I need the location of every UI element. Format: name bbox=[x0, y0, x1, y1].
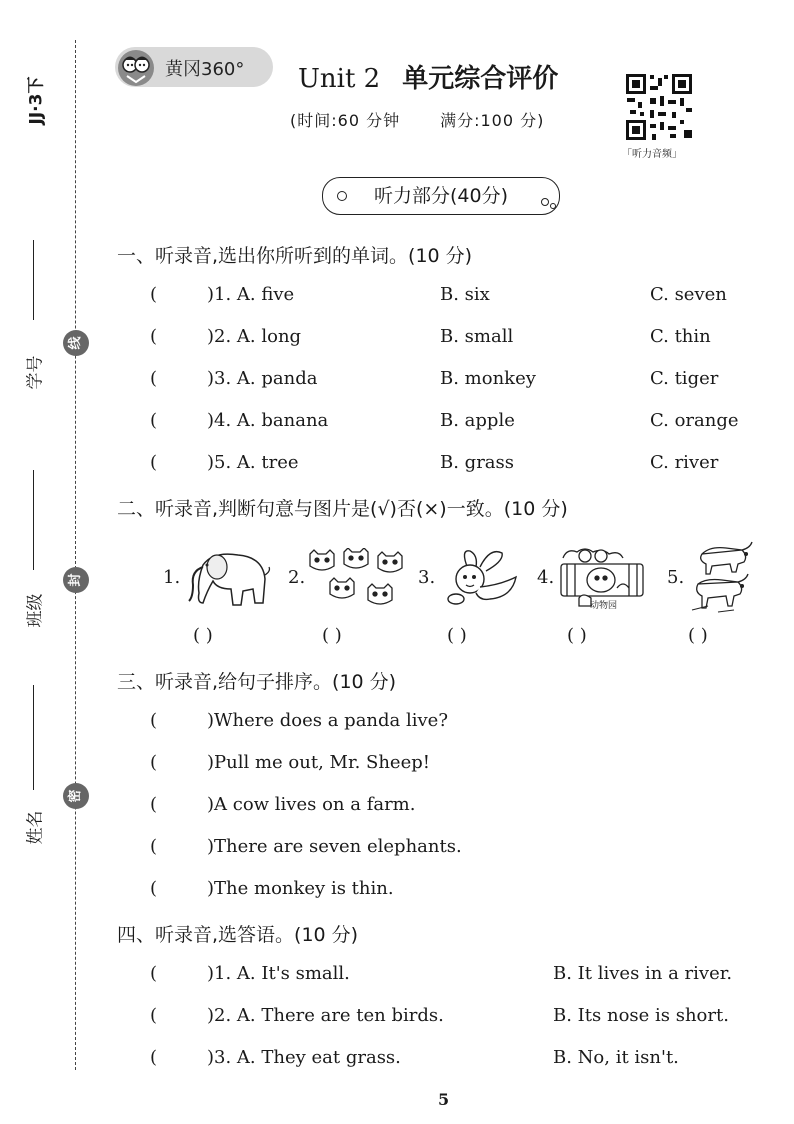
answer-blank[interactable]: ( ) bbox=[447, 625, 467, 646]
answer-blank[interactable]: ( ) bbox=[193, 625, 213, 646]
answer-blank[interactable]: ( bbox=[150, 452, 158, 473]
class-line bbox=[33, 470, 34, 570]
option-b: B. grass bbox=[440, 452, 515, 473]
option-a: )1. A. It's small. bbox=[207, 963, 350, 984]
exam-score: 满分:100 分) bbox=[440, 111, 545, 130]
option-a: )4. A. banana bbox=[207, 410, 329, 431]
answer-blank[interactable]: ( bbox=[150, 794, 158, 815]
exam-time: (时间:60 分钟 bbox=[290, 111, 401, 130]
title-cn: 单元综合评价 bbox=[402, 64, 559, 94]
section3-title: 三、听录音,给句子排序。(10 分) bbox=[117, 671, 397, 693]
seal-feng: 封 bbox=[63, 567, 89, 593]
answer-blank[interactable]: ( ) bbox=[688, 625, 708, 646]
logo-text: 黄冈360° bbox=[165, 59, 245, 80]
exam-info bbox=[290, 108, 544, 131]
sentence-text: )There are seven elephants. bbox=[207, 836, 462, 857]
qr-caption: 「听力音频」 bbox=[622, 149, 682, 160]
title-en: Unit 2 bbox=[298, 64, 381, 94]
option-c: C. tiger bbox=[650, 368, 719, 389]
qr-code-icon[interactable] bbox=[624, 72, 694, 142]
cats-icon bbox=[308, 548, 408, 618]
option-a: )3. A. They eat grass. bbox=[207, 1047, 401, 1068]
option-b: B. It lives in a river. bbox=[553, 963, 733, 984]
student-id-line bbox=[33, 240, 34, 320]
banner-circle-icon bbox=[541, 198, 549, 206]
option-c: C. thin bbox=[650, 326, 711, 347]
sentence-text: )Pull me out, Mr. Sheep! bbox=[207, 752, 430, 773]
page-number: 5 bbox=[438, 1090, 450, 1109]
option-a: )2. A. long bbox=[207, 326, 302, 347]
answer-blank[interactable]: ( bbox=[150, 963, 158, 984]
banner-circle-icon bbox=[550, 203, 556, 209]
option-a: )3. A. panda bbox=[207, 368, 318, 389]
cows-icon bbox=[688, 540, 756, 620]
option-b: B. six bbox=[440, 284, 490, 305]
option-c: C. seven bbox=[650, 284, 727, 305]
sentence-text: )The monkey is thin. bbox=[207, 878, 394, 899]
class-label: 班级 bbox=[25, 593, 46, 628]
banner-text: 听力部分(40分) bbox=[373, 185, 508, 207]
answer-blank[interactable]: ( bbox=[150, 368, 158, 389]
answer-blank[interactable]: ( bbox=[150, 1005, 158, 1026]
banner-circle-icon bbox=[337, 191, 347, 201]
rabbit-icon bbox=[440, 547, 520, 613]
option-b: B. small bbox=[440, 326, 514, 347]
answer-blank[interactable]: ( bbox=[150, 878, 158, 899]
option-a: )1. A. five bbox=[207, 284, 295, 305]
answer-blank[interactable]: ( bbox=[150, 326, 158, 347]
section1-title: 一、听录音,选出你所听到的单词。(10 分) bbox=[117, 245, 473, 267]
listening-banner bbox=[322, 177, 560, 215]
option-c: C. orange bbox=[650, 410, 739, 431]
option-b: B. apple bbox=[440, 410, 515, 431]
option-a: )5. A. tree bbox=[207, 452, 299, 473]
section2-title: 二、听录音,判断句意与图片是(√)否(×)一致。(10 分) bbox=[117, 498, 568, 520]
picture-number: 2. bbox=[288, 567, 306, 588]
option-b: B. No, it isn't. bbox=[553, 1047, 679, 1068]
picture-number: 1. bbox=[163, 567, 181, 588]
logo-kids-icon bbox=[118, 50, 154, 86]
answer-blank[interactable]: ( bbox=[150, 836, 158, 857]
answer-blank[interactable]: ( bbox=[150, 1047, 158, 1068]
option-a: )2. A. There are ten birds. bbox=[207, 1005, 444, 1026]
name-label: 姓名 bbox=[25, 810, 46, 845]
name-line bbox=[33, 685, 34, 790]
picture-number: 4. bbox=[537, 567, 555, 588]
section4-title: 四、听录音,选答语。(10 分) bbox=[117, 924, 359, 946]
answer-blank[interactable]: ( bbox=[150, 752, 158, 773]
zoo-sign-text: 动物园 bbox=[590, 601, 618, 611]
picture-number: 5. bbox=[667, 567, 685, 588]
answer-blank[interactable]: ( ) bbox=[322, 625, 342, 646]
sentence-text: )Where does a panda live? bbox=[207, 710, 448, 731]
answer-blank[interactable]: ( ) bbox=[567, 625, 587, 646]
elephant-icon bbox=[183, 545, 273, 617]
binding-dashed-line bbox=[75, 40, 76, 1070]
picture-number: 3. bbox=[418, 567, 436, 588]
option-b: B. monkey bbox=[440, 368, 536, 389]
series-code: JJ·3下 bbox=[26, 76, 47, 125]
sentence-text: )A cow lives on a farm. bbox=[207, 794, 416, 815]
answer-blank[interactable]: ( bbox=[150, 410, 158, 431]
seal-mi: 密 bbox=[63, 783, 89, 809]
answer-blank[interactable]: ( bbox=[150, 284, 158, 305]
page-title bbox=[298, 58, 558, 95]
option-c: C. river bbox=[650, 452, 719, 473]
seal-xian: 线 bbox=[63, 330, 89, 356]
option-b: B. Its nose is short. bbox=[553, 1005, 729, 1026]
student-id-label: 学号 bbox=[25, 355, 46, 390]
answer-blank[interactable]: ( bbox=[150, 710, 158, 731]
